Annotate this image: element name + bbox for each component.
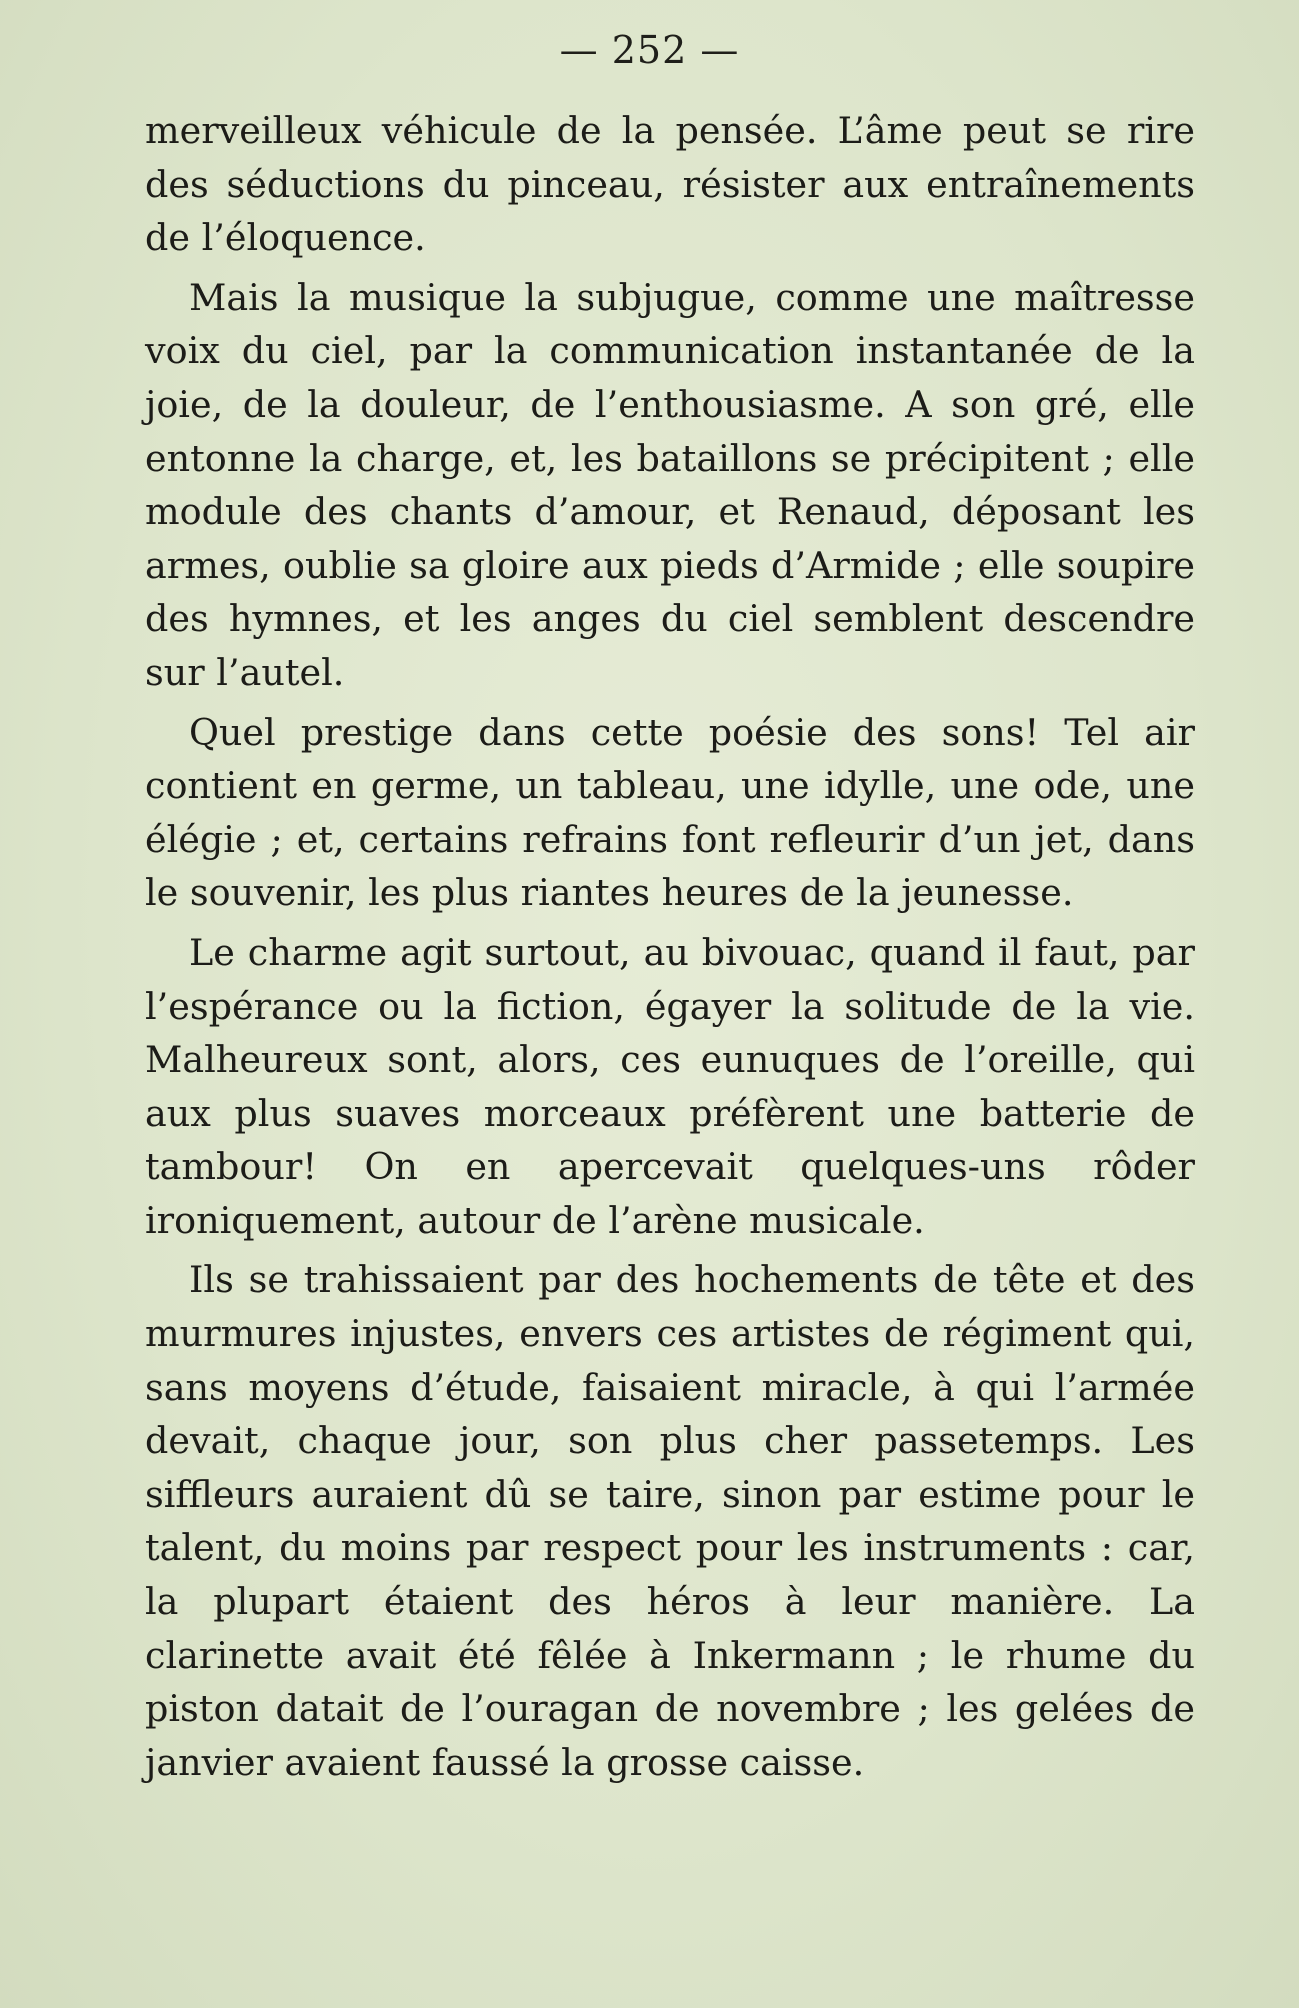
paragraph-1: merveilleux véhicule de la pensée. L’âme peut se rire des séductions du pinceau, résister aux entraînements de l’éloquence. [145, 109, 1195, 260]
paragraph-5: Ils se trahissaient par des hochements de tête et des murmures injustes, envers ces artistes de régiment qui, sans moyens d’étude, faisaient miracle, à qui l’armée devait, chaque jour, son plus cher passetemps. Les siffleurs auraient dû se taire, sinon par estime pour le talent, du moins par respect pour les instruments : car, la plupart étaient des héros à leur manière. La clarinette avait été fêlée à Inkermann ; le rhume du piston datait de l’ouragan de novembre ; les gelées de janvier avaient faussé la grosse caisse. [145, 1258, 1195, 1784]
paragraph-3: Quel prestige dans cette poésie des sons! Tel air contient en germe, un tableau, une idylle, une ode, une élégie ; et, certains refrains font refleurir d’un jet, dans le souvenir, les plus riantes heures de la jeunesse. [145, 710, 1195, 915]
body-text [145, 104, 1195, 1789]
paragraph-2: Mais la musique la subjugue, comme une maîtresse voix du ciel, par la communication instantanée de la joie, de la douleur, de l’enthousiasme. A son gré, elle entonne la charge, et, les bataillons se précipitent ; elle module des chants d’amour, et Renaud, déposant les armes, oublie sa gloire aux pieds d’Armide ; elle soupire des hymnes, et les anges du ciel semblent descendre sur l’autel. [145, 275, 1195, 694]
paragraph-4: Le charme agit surtout, au bivouac, quand il faut, par l’espérance ou la fiction, égayer la solitude de la vie. Malheureux sont, alors, ces eunuques de l’oreille, qui aux plus suaves morceaux préfèrent une batterie de tambour! On en apercevait quelques-uns rôder ironiquement, autour de l’arène musicale. [145, 930, 1195, 1242]
page-number: — 252 — [559, 28, 740, 72]
